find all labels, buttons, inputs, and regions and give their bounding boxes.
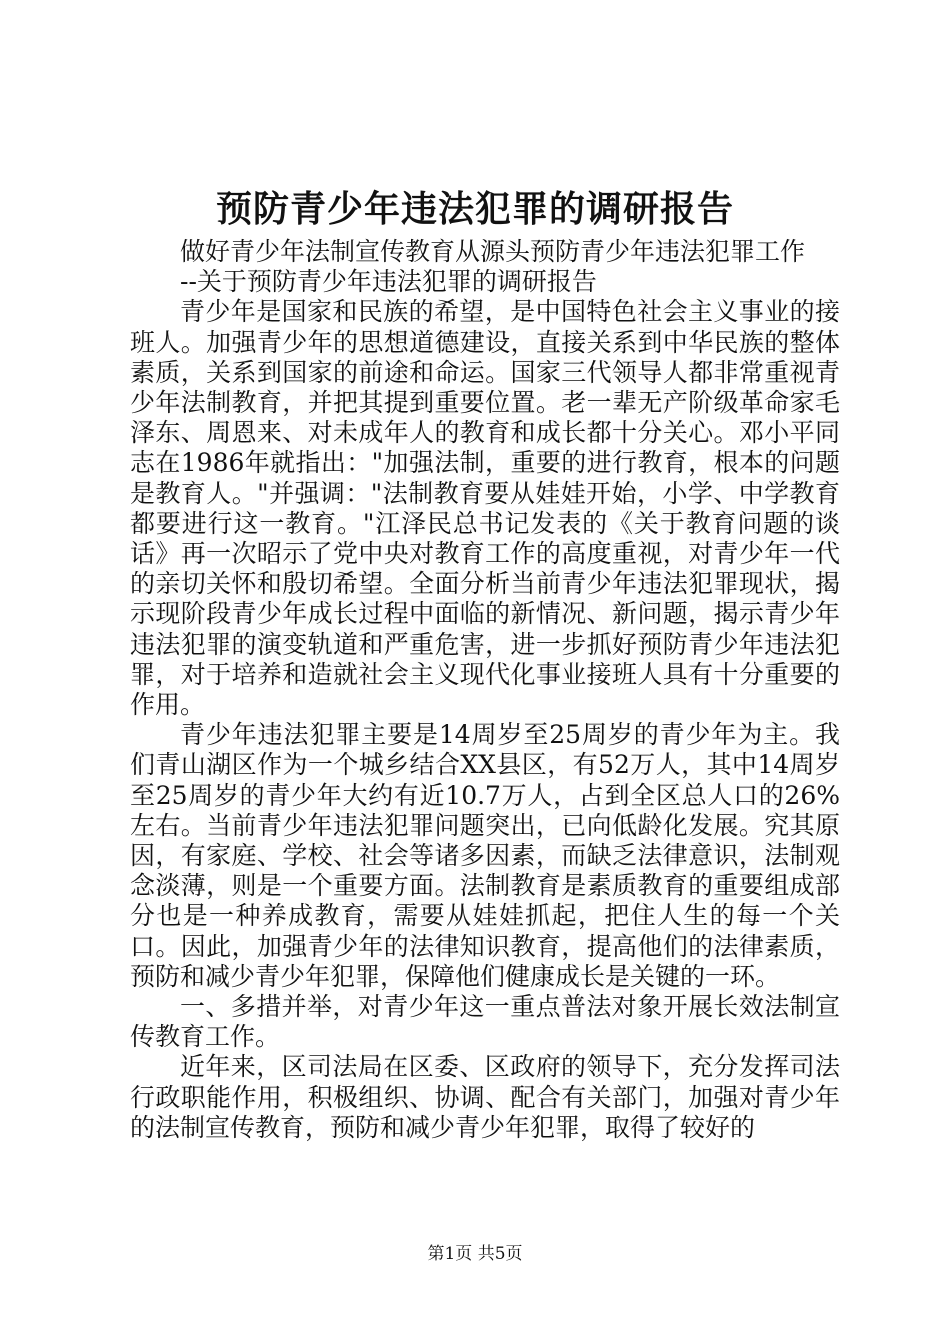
document-body <box>130 237 840 1143</box>
paragraph-section-1: 近年来，区司法局在区委、区政府的领导下，充分发挥司法行政职能作用，积极组织、协调、配合有关部门，加强对青少年的法制宣传教育，预防和减少青少年犯罪，取得了较好的 <box>130 1052 840 1142</box>
paragraph-intro: 青少年是国家和民族的希望，是中国特色社会主义事业的接班人。加强青少年的思想道德建设，直接关系到中华民族的整体素质，关系到国家的前途和命运。国家三代领导人都非常重视青少年法制教育，并把其提到重要位置。老一辈无产阶级革命家毛泽东、周恩来、对未成年人的教育和成长都十分关心。邓小平同志在1986年就指出："加强法制，重要的进行教育，根本的问题是教育人。"并强调："法制教育要从娃娃开始，小学、中学教育都要进行这一教育。"江泽民总书记发表的《关于教育问题的谈话》再一次昭示了党中央对教育工作的高度重视，对青少年一代的亲切关怀和殷切希望。全面分析当前青少年违法犯罪现状，揭示现阶段青少年成长过程中面临的新情况、新问题，揭示青少年违法犯罪的演变轨道和严重危害，进一步抓好预防青少年违法犯罪，对于培养和造就社会主义现代化事业接班人具有十分重要的作用。 <box>130 297 840 720</box>
section-heading-1: 一、多措并举，对青少年这一重点普法对象开展长效法制宣传教育工作。 <box>130 992 840 1052</box>
document-title: 预防青少年违法犯罪的调研报告 <box>215 188 734 230</box>
subtitle-line-1: 做好青少年法制宣传教育从源头预防青少年违法犯罪工作 <box>180 237 806 266</box>
paragraph-statistics: 青少年违法犯罪主要是14周岁至25周岁的青少年为主。我们青山湖区作为一个城乡结合XX县区，有52万人，其中14周岁至25周岁的青少年大约有近10.7万人，占到全区总人口的26%左右。当前青少年违法犯罪问题突出，已向低龄化发展。究其原因，有家庭、学校、社会等诸多因素，而缺乏法律意识，法制观念淡薄，则是一个重要方面。法制教育是素质教育的重要组成部分也是一种养成教育，需要从娃娃抓起，把住人生的每一个关口。因此，加强青少年的法律知识教育，提高他们的法律素质，预防和减少青少年犯罪，保障他们健康成长是关键的一环。 <box>130 720 840 991</box>
subtitle-line-2: --关于预防青少年违法犯罪的调研报告 <box>180 267 597 297</box>
page-footer: 第1页 共5页 <box>427 1244 523 1264</box>
